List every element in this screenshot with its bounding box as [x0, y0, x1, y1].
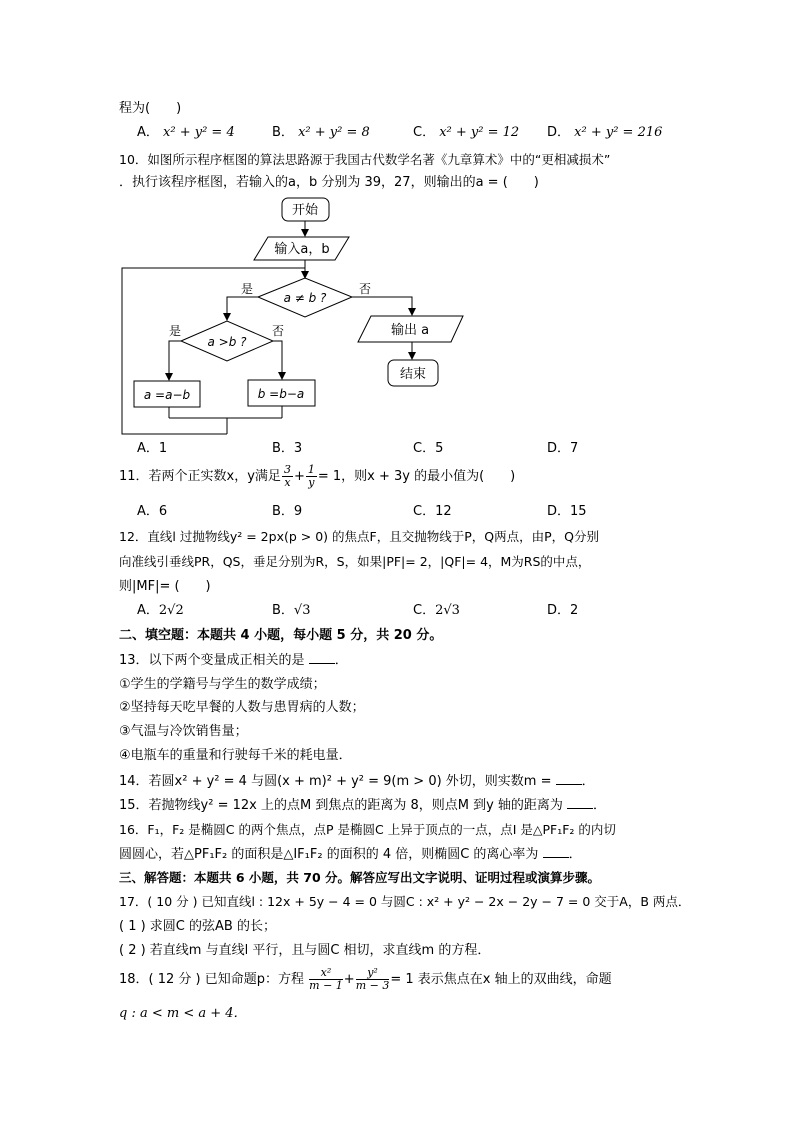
section2-heading: 二、填空题：本题共 4 小题，每小题 5 分，共 20 分。 [119, 628, 443, 643]
flow-box-right-label: b =b−a [257, 387, 305, 401]
q9-option-c: C． x² + y² = 12 [413, 125, 520, 140]
flow-no1-label: 否 [358, 282, 372, 296]
q9-option-b: B． x² + y² = 8 [272, 125, 370, 140]
q12-option-a: A．2√2 [137, 603, 184, 618]
q18-line2: q : a < m < a + 4． [119, 1006, 247, 1021]
q16-line1: 16．F₁，F₂ 是椭圆C 的两个焦点，点P 是椭圆C 上异于顶点的一点，点I 是△PF₁F₂ 的内切 [119, 822, 616, 837]
q11-option-c: C．12 [413, 504, 452, 519]
q12-option-d: D．2 [547, 603, 579, 618]
q12-option-b: B．√3 [272, 603, 311, 618]
q9-option-a: A． x² + y² = 4 [137, 125, 235, 140]
flow-box-left-label: a =a−b [143, 388, 191, 402]
q10-option-c: C．5 [413, 441, 444, 456]
q15-stem: 15．若抛物线y² = 12x 上的点M 到焦点的距离为 8，则点M 到y 轴的距离为 ． [119, 798, 607, 813]
flow-condition2-label: a >b ? [207, 335, 247, 349]
q17-line1: 17．( 10 分 ) 已知直线l : 12x + 5y − 4 = 0 与圆C : x² + y² − 2x − 2y − 7 = 0 交于A，B 两点． [119, 894, 691, 909]
q10-line1: 10．如图所示程序框图的算法思路源于我国古代数学名著《九章算术》中的“更相减损术” [119, 152, 611, 167]
q14-answer-blank[interactable] [556, 772, 582, 785]
flow-yes2-label: 是 [168, 324, 182, 338]
q17-part1: ( 1 ) 求圆C 的弦AB 的长； [119, 919, 276, 934]
q16-answer-blank[interactable] [543, 845, 569, 858]
flow-condition1-label: a ≠ b ? [283, 291, 327, 305]
flow-end-label: 结束 [399, 367, 427, 382]
q10-line2: ．执行该程序框图，若输入的a，b 分别为 39，27，则输出的a = ( ) [119, 175, 539, 190]
q11-option-b: B．9 [272, 504, 303, 519]
q12-line2: 向准线引垂线PR，QS，垂足分别为R，S，如果|PF|= 2，|QF|= 4，M为RS的中点， [119, 554, 591, 569]
q14-stem: 14．若圆x² + y² = 4 与圆(x + m)² + y² = 9(m > 0) 外切，则实数m = ． [119, 774, 595, 789]
flow-output-label: 输出 a [390, 323, 430, 338]
q10-flowchart [0, 0, 794, 450]
q10-option-b: B．3 [272, 441, 303, 456]
flow-input-label: 输入a，b [274, 242, 330, 257]
q11-option-d: D．15 [547, 504, 587, 519]
q16-line2: 圆圆心，若△PF₁F₂ 的面积是△IF₁F₂ 的面积的 4 倍，则椭圆C 的离心率为 ． [119, 847, 582, 862]
q13-item4: ④电瓶车的重量和行驶每千米的耗电量． [119, 748, 352, 763]
q13-item1: ①学生的学籍号与学生的数学成绩； [119, 677, 326, 692]
q11-option-a: A．6 [137, 504, 168, 519]
q17-part2: ( 2 ) 若直线m 与直线l 平行，且与圆C 相切，求直线m 的方程． [119, 943, 491, 958]
q18-line1: 18．( 12 分 ) 已知命题p：方程 $\frac{\text{x²}}{m - 1}$ + $\frac{\text{y²}}{m - 3}$ = 1 表示焦点在x 轴上的双曲线，命题 [119, 966, 612, 992]
q13-item3: ③气温与冷饮销售量； [119, 724, 248, 739]
q12-line1: 12．直线l 过抛物线y² = 2px(p > 0) 的焦点F，且交抛物线于P，Q两点，由P，Q分别 [119, 529, 599, 544]
q10-option-a: A．1 [137, 441, 168, 456]
q9-stem-tail: 程为( ) [119, 101, 182, 116]
q12-option-c: C．2√3 [413, 603, 460, 618]
flow-yes1-label: 是 [240, 282, 254, 296]
section3-heading: 三、解答题：本题共 6 小题，共 70 分。解答应写出文字说明、证明过程或演算步骤。 [119, 870, 601, 885]
q13-item2: ②坚持每天吃早餐的人数与患胃病的人数； [119, 700, 365, 715]
flow-start-label: 开始 [291, 203, 319, 218]
q13-answer-blank[interactable] [309, 651, 335, 664]
q9-option-d: D． x² + y² = 216 [547, 125, 663, 140]
q13-stem: 13．以下两个变量成正相关的是 ． [119, 653, 348, 668]
flow-no2-label: 否 [271, 324, 285, 338]
q15-answer-blank[interactable] [567, 796, 593, 809]
q11-stem: 11．若两个正实数x，y满足 $\frac{3}{x}$ + $\frac{1}{y}$ = 1，则x + 3y 的最小值为( ) [119, 463, 516, 489]
q12-line3: 则|MF|= ( ) [119, 579, 211, 594]
q10-option-d: D．7 [547, 441, 579, 456]
